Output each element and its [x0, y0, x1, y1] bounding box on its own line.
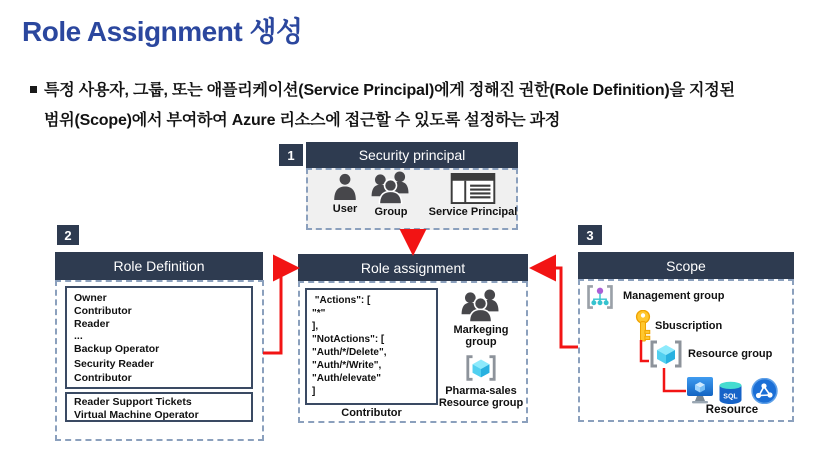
subscription-label: Sbuscription	[655, 320, 723, 332]
code-line: "*"	[312, 308, 326, 319]
page-title: Role Assignment 생성	[22, 16, 303, 47]
arrow-definition-to-assignment	[263, 268, 291, 353]
code-line: "Actions": [	[312, 295, 371, 306]
assignment-group-label: Markeging group	[453, 324, 509, 348]
role-item: Security Reader	[74, 358, 154, 370]
assignment-rg-label: Pharma-sales Resource group	[438, 385, 524, 409]
code-line: ],	[312, 321, 319, 332]
role-assignment-header: Role assignment	[298, 254, 528, 281]
security-item-group	[363, 171, 419, 218]
group-icon	[371, 171, 411, 204]
step-badge-3: 3	[578, 225, 602, 245]
service-principal-icon	[450, 173, 496, 204]
role-item: Contributor	[74, 372, 132, 384]
sql-database-icon	[718, 381, 743, 405]
group-icon	[461, 289, 501, 322]
security-item-user	[321, 173, 369, 215]
security-principal-header: Security principal	[306, 142, 518, 168]
role-definition-list-box	[65, 286, 253, 389]
management-group-icon	[585, 283, 615, 311]
role-assignment-code-box	[305, 288, 438, 405]
role-definition-extra-box	[65, 392, 253, 422]
network-globe-icon	[751, 378, 778, 404]
code-line: "Auth/*/Write",	[312, 360, 382, 371]
code-role-label: Contributor	[341, 407, 402, 419]
scope-resource-group-label: Resource group	[688, 348, 773, 360]
step-badge-2: 2	[57, 225, 79, 245]
resource-group-icon	[649, 340, 683, 368]
role-definition-header: Role Definition	[55, 252, 263, 280]
assignment-group	[440, 289, 522, 348]
role-item: Owner	[74, 292, 107, 304]
step-badge-1: 1	[279, 144, 303, 166]
bullet-text-line1: 특정 사용자, 그룹, 또는 애플리케이션(Service Principal)에게 정해진 권한(Role Definition)을 지정된	[44, 82, 735, 99]
code-line: "Auth/elevate"	[312, 373, 381, 384]
security-item-service-principal	[425, 173, 521, 218]
scope-header: Scope	[578, 252, 794, 279]
role-item: Reader Support Tickets	[74, 396, 192, 408]
management-group-label: Management group	[623, 290, 725, 302]
role-item: Contributor	[74, 305, 132, 317]
group-label: Group	[374, 206, 408, 218]
user-label: User	[332, 203, 358, 215]
role-item: Backup Operator	[74, 343, 160, 355]
resource-group-icon	[465, 354, 497, 382]
assignment-resource-group	[432, 354, 530, 409]
code-line: "Auth/*/Delete",	[312, 347, 387, 358]
virtual-machine-icon	[686, 377, 714, 405]
service-principal-label: Service Principal	[428, 206, 518, 218]
role-item: Virtual Machine Operator	[74, 409, 199, 421]
arrow-scope-to-assignment	[538, 268, 578, 347]
resource-label: Resource	[705, 404, 759, 416]
bullet-text-line2: 범위(Scope)에서 부여하여 Azure 리소스에 접근할 수 있도록 설정하는 과정	[44, 112, 561, 129]
code-line: "NotActions": [	[312, 334, 385, 345]
subscription-key-icon	[634, 310, 652, 343]
bullet-marker	[30, 86, 37, 93]
user-icon	[334, 173, 356, 200]
role-item: Reader	[74, 318, 110, 330]
code-line: ]	[312, 386, 316, 397]
role-item: ...	[74, 330, 83, 342]
